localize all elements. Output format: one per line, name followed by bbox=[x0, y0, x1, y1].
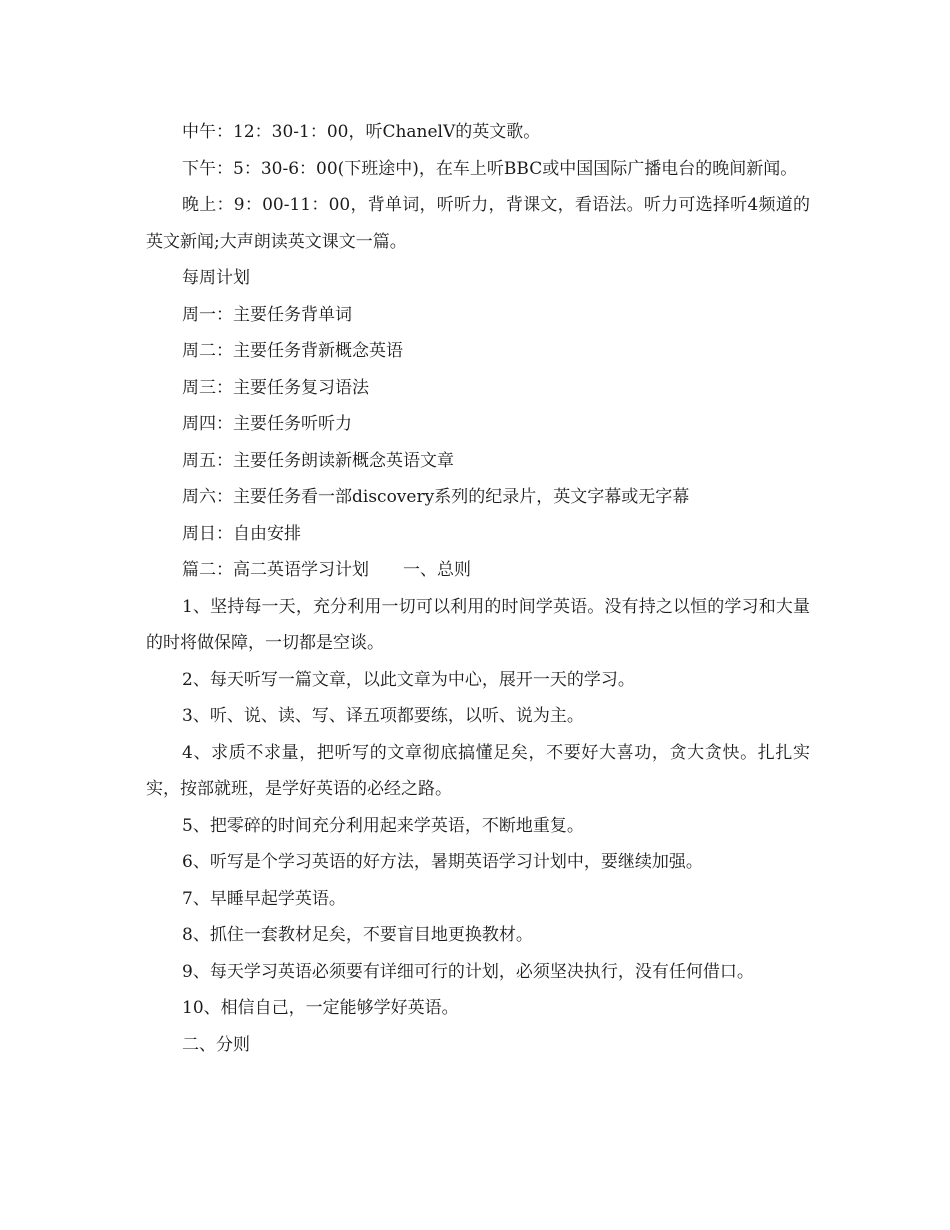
paragraph-friday: 周五：主要任务朗读新概念英语文章 bbox=[182, 450, 454, 471]
list-item-4: 4、求质不求量，把听写的文章彻底搞懂足矣，不要好大喜功，贪大贪快。扎扎实实，按部就班，是学好英语的必经之路。 bbox=[146, 742, 810, 799]
list-item-6: 6、听写是个学习英语的好方法，暑期英语学习计划中，要继续加强。 bbox=[182, 852, 703, 872]
paragraph-noon: 中午：12：30-1：00，听ChanelV的英文歌。 bbox=[182, 122, 541, 142]
list-item-5: 5、把零碎的时间充分利用起来学英语，不断地重复。 bbox=[182, 815, 584, 836]
paragraph-monday: 周一：主要任务背单词 bbox=[182, 304, 352, 325]
paragraph-saturday: 周六：主要任务看一部discovery系列的纪录片，英文字幕或无字幕 bbox=[182, 487, 690, 507]
list-item-7: 7、早睡早起学英语。 bbox=[182, 888, 346, 909]
heading-weekly-plan: 每周计划 bbox=[182, 268, 250, 288]
paragraph-thursday: 周四：主要任务听听力 bbox=[182, 414, 352, 434]
paragraph-afternoon: 下午：5：30-6：00(下班途中)，在车上听BBC或中国国际广播电台的晚间新闻。 bbox=[182, 158, 798, 179]
list-item-8: 8、抓住一套教材足矣，不要盲目地更换教材。 bbox=[182, 925, 533, 945]
heading-details: 二、分则 bbox=[182, 1034, 250, 1055]
list-item-10: 10、相信自己，一定能够学好英语。 bbox=[182, 998, 459, 1018]
paragraph-wednesday: 周三：主要任务复习语法 bbox=[182, 377, 369, 398]
heading-part-two-general: 篇二：高二英语学习计划 一、总则 bbox=[182, 560, 471, 580]
paragraph-evening: 晚上：9：00-11：00，背单词，听听力，背课文，看语法。听力可选择听4频道的英文新闻;大声朗读英文课文一篇。 bbox=[146, 195, 810, 252]
list-item-2: 2、每天听写一篇文章，以此文章为中心，展开一天的学习。 bbox=[182, 669, 635, 690]
list-item-3: 3、听、说、读、写、译五项都要练，以听、说为主。 bbox=[182, 706, 584, 726]
list-item-9: 9、每天学习英语必须要有详细可行的计划，必须坚决执行，没有任何借口。 bbox=[182, 961, 754, 982]
paragraph-tuesday: 周二：主要任务背新概念英语 bbox=[182, 341, 403, 361]
document-body bbox=[146, 114, 810, 1063]
list-item-1: 1、坚持每一天，充分利用一切可以利用的时间学英语。没有持之以恒的学习和大量的时将做保障，一切都是空谈。 bbox=[146, 596, 810, 653]
paragraph-sunday: 周日：自由安排 bbox=[182, 523, 301, 544]
